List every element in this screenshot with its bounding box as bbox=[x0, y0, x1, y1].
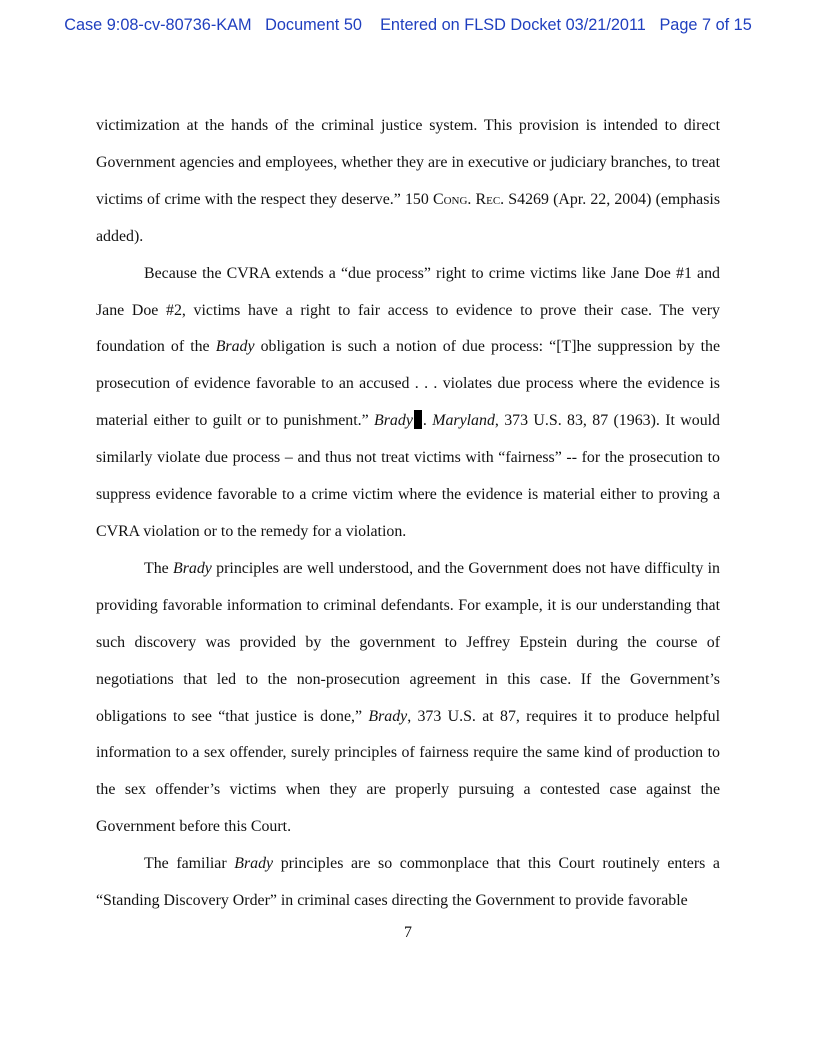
text-run: victimization at the hands of the criminal justice system. This provision is intended to direct Government agencies and employees, whether they are in executive or judiciary branches, to treat victims of crime with the respect they deserve.” 150 bbox=[96, 117, 720, 208]
case-name-italic: Brady bbox=[215, 338, 255, 356]
redaction-mark bbox=[414, 410, 422, 429]
docket-header bbox=[0, 16, 816, 35]
text-run: Because the CVRA extends a “due process” right to crime victims like Jane Doe #1 and Jane Doe #2, victims have a right to fair access to evidence to prove their case. The very foundation of the bbox=[96, 264, 720, 356]
text-run: . bbox=[422, 412, 433, 430]
entered-docket: Entered on FLSD Docket 03/21/2011 bbox=[380, 16, 646, 34]
text-run: , 373 U.S. at 87, requires it to produce helpful information to a sex offender, surely principles of fairness require the same kind of production to the sex offender’s victims when they are properly pursuing a contested case against the Government before this Court. bbox=[96, 707, 720, 836]
case-name-italic: Brady bbox=[368, 707, 408, 725]
document-number: Document 50 bbox=[265, 16, 362, 34]
document-body bbox=[96, 108, 720, 920]
text-run: obligation is such a notion of due process: “[T]he suppression by the prosecution of evidence favorable to an accused . . . violates due process where the evidence is material either to guilt or to punishment.” bbox=[96, 338, 721, 430]
case-name-italic: Brady bbox=[374, 412, 413, 430]
text-run: The bbox=[144, 559, 174, 577]
case-name-italic: Brady bbox=[234, 855, 274, 873]
paragraph-2 bbox=[96, 256, 720, 551]
case-name-italic: Brady bbox=[173, 559, 212, 577]
page-of: Page 7 of 15 bbox=[659, 16, 752, 34]
page-number: 7 bbox=[404, 924, 412, 941]
text-run: principles are well understood, and the Government does not have difficulty in providing favorable information to criminal defendants. For example, it is our understanding that such discovery was provided by the government to Jeffrey Epstein during the course of negotiations that led to the non-prosecution agreement in this case. If the Government’s obligations to see “that justice is done,” bbox=[96, 559, 720, 725]
paragraph-1 bbox=[96, 108, 720, 256]
paragraph-3 bbox=[96, 551, 720, 846]
text-run: , 373 U.S. 83, 87 (1963). It would similarly violate due process – and thus not treat victims with “fairness” -- for the prosecution to suppress evidence favorable to a crime victim where the evidence is material either to proving a CVRA violation or to the remedy for a violation. bbox=[96, 412, 721, 540]
text-run: The familiar bbox=[144, 855, 235, 873]
text-run: principles are so commonplace that this Court routinely enters a “Standing Discovery Order” in criminal cases directing the Government to provide favorable bbox=[96, 855, 720, 910]
case-number: Case 9:08-cv-80736-KAM bbox=[64, 16, 252, 34]
citation-reporter: Cong. Rec. bbox=[432, 190, 505, 208]
text-run: S4269 (Apr. 22, 2004) (emphasis added). bbox=[96, 190, 720, 245]
paragraph-4 bbox=[96, 846, 720, 920]
case-name-italic: Maryland bbox=[432, 412, 495, 430]
